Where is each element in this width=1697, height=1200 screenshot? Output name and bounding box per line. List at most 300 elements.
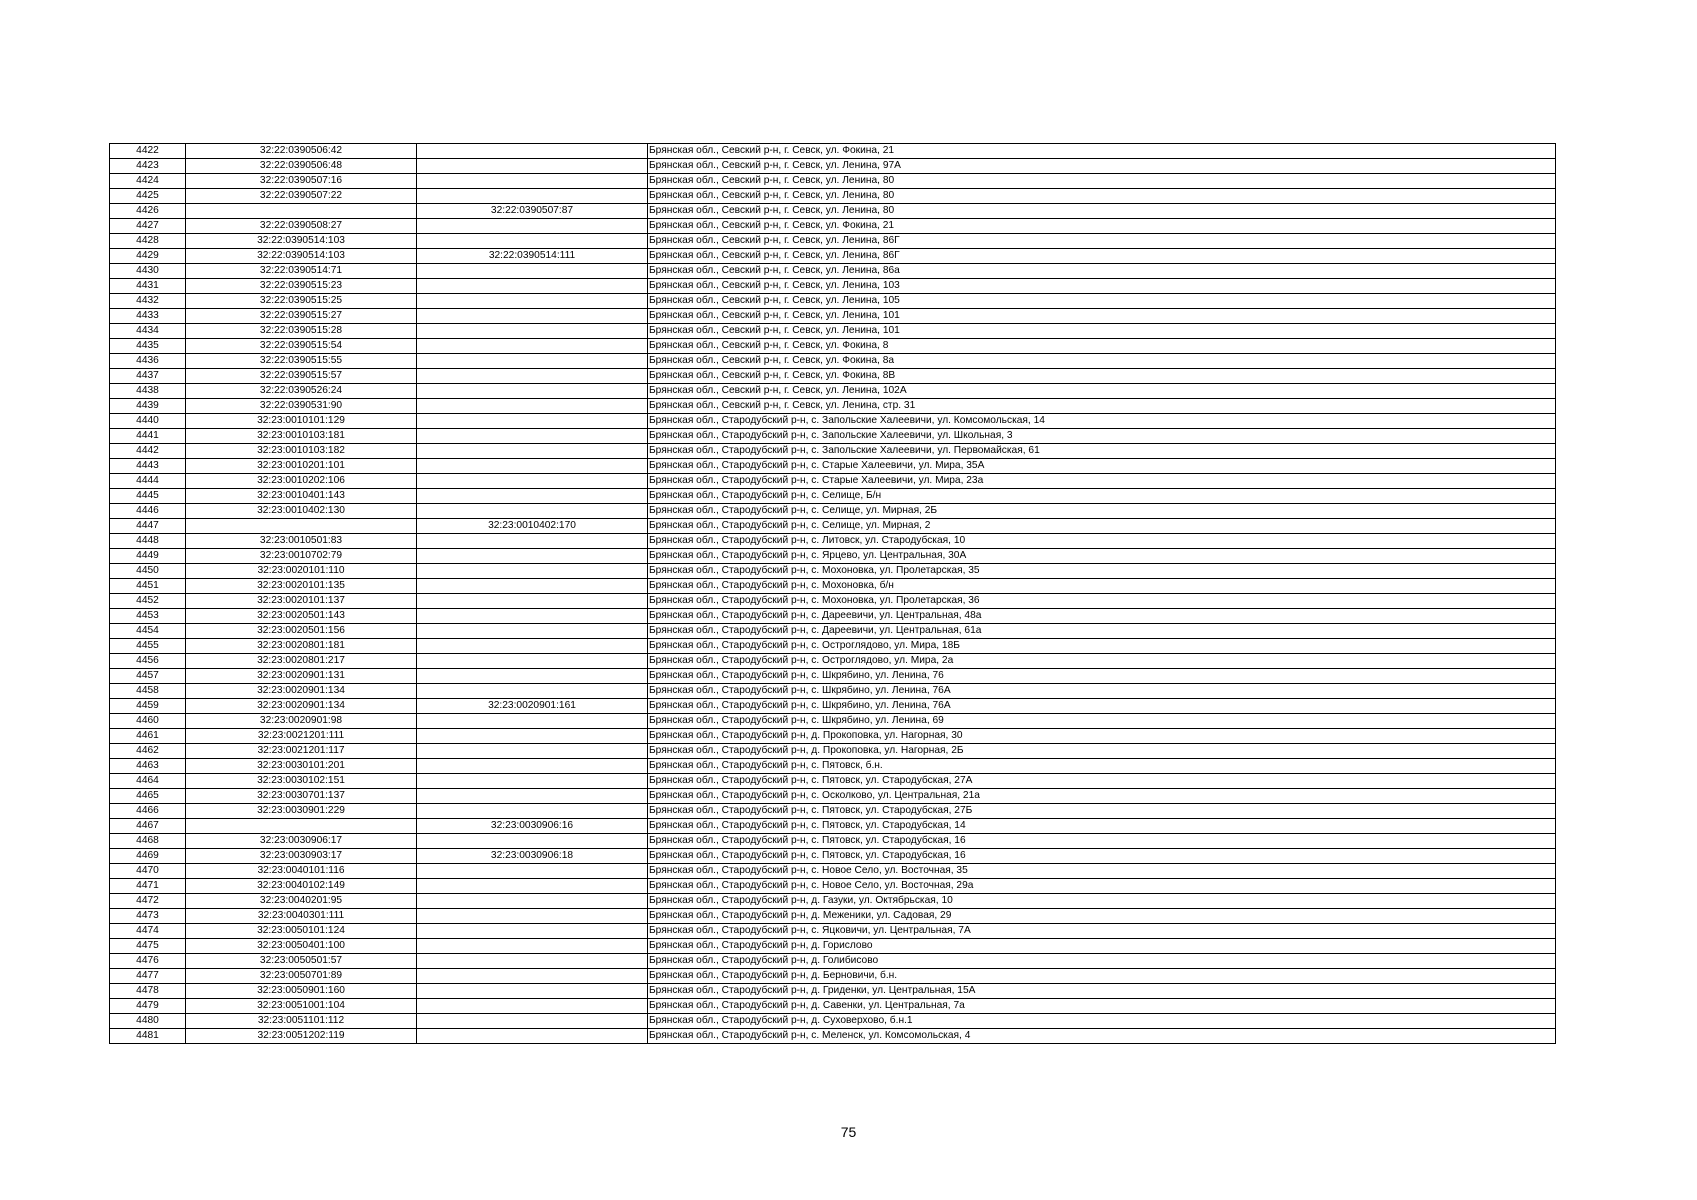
table-row	[110, 504, 1556, 519]
address-cell: Брянская обл., Стародубский р-н, с. Литовск, ул. Стародубская, 10	[648, 534, 1556, 549]
building-number-cell	[417, 534, 648, 549]
row-number-cell: 4462	[110, 744, 186, 759]
building-number-cell: 32:23:0030906:18	[417, 849, 648, 864]
building-number-cell	[417, 729, 648, 744]
cadastral-number-cell: 32:23:0050401:100	[186, 939, 417, 954]
cadastral-number-cell: 32:23:0020501:143	[186, 609, 417, 624]
building-number-cell	[417, 429, 648, 444]
building-number-cell	[417, 579, 648, 594]
cadastral-number-cell: 32:22:0390515:54	[186, 339, 417, 354]
address-cell: Брянская обл., Стародубский р-н, с. Новое Село, ул. Восточная, 35	[648, 864, 1556, 879]
building-number-cell	[417, 189, 648, 204]
building-number-cell: 32:23:0010402:170	[417, 519, 648, 534]
registry-table-body	[110, 144, 1556, 1044]
address-cell: Брянская обл., Севский р-н, г. Севск, ул. Ленина, 80	[648, 174, 1556, 189]
row-number-cell: 4448	[110, 534, 186, 549]
address-cell: Брянская обл., Севский р-н, г. Севск, ул. Ленина, 101	[648, 324, 1556, 339]
cadastral-number-cell: 32:23:0040101:116	[186, 864, 417, 879]
row-number-cell: 4432	[110, 294, 186, 309]
table-row	[110, 954, 1556, 969]
building-number-cell	[417, 369, 648, 384]
building-number-cell: 32:22:0390514:111	[417, 249, 648, 264]
cadastral-number-cell: 32:23:0030906:17	[186, 834, 417, 849]
row-number-cell: 4469	[110, 849, 186, 864]
row-number-cell: 4426	[110, 204, 186, 219]
row-number-cell: 4430	[110, 264, 186, 279]
building-number-cell	[417, 924, 648, 939]
address-cell: Брянская обл., Севский р-н, г. Севск, ул. Ленина, 86Г	[648, 234, 1556, 249]
building-number-cell	[417, 474, 648, 489]
cadastral-number-cell: 32:23:0030901:229	[186, 804, 417, 819]
building-number-cell	[417, 1029, 648, 1044]
cadastral-number-cell: 32:22:0390526:24	[186, 384, 417, 399]
table-row	[110, 624, 1556, 639]
table-row	[110, 849, 1556, 864]
cadastral-number-cell: 32:22:0390515:23	[186, 279, 417, 294]
cadastral-number-cell: 32:22:0390515:25	[186, 294, 417, 309]
page-number: 75	[840, 1124, 857, 1140]
building-number-cell	[417, 219, 648, 234]
address-cell: Брянская обл., Севский р-н, г. Севск, ул. Ленина, 86Г	[648, 249, 1556, 264]
row-number-cell: 4463	[110, 759, 186, 774]
address-cell: Брянская обл., Стародубский р-н, с. Пятовск, ул. Стародубская, 27А	[648, 774, 1556, 789]
table-row	[110, 474, 1556, 489]
building-number-cell	[417, 339, 648, 354]
building-number-cell	[417, 159, 648, 174]
table-row	[110, 489, 1556, 504]
address-cell: Брянская обл., Стародубский р-н, с. Дареевичи, ул. Центральная, 48а	[648, 609, 1556, 624]
cadastral-number-cell: 32:23:0040301:111	[186, 909, 417, 924]
row-number-cell: 4433	[110, 309, 186, 324]
cadastral-number-cell: 32:23:0030102:151	[186, 774, 417, 789]
row-number-cell: 4481	[110, 1029, 186, 1044]
row-number-cell: 4460	[110, 714, 186, 729]
table-row	[110, 309, 1556, 324]
building-number-cell	[417, 714, 648, 729]
table-row	[110, 459, 1556, 474]
address-cell: Брянская обл., Севский р-н, г. Севск, ул. Ленина, 97А	[648, 159, 1556, 174]
address-cell: Брянская обл., Стародубский р-н, с. Мохоновка, ул. Пролетарская, 36	[648, 594, 1556, 609]
building-number-cell	[417, 399, 648, 414]
cadastral-number-cell: 32:23:0010501:83	[186, 534, 417, 549]
building-number-cell	[417, 564, 648, 579]
cadastral-number-cell: 32:23:0040201:95	[186, 894, 417, 909]
building-number-cell	[417, 354, 648, 369]
row-number-cell: 4456	[110, 654, 186, 669]
building-number-cell	[417, 804, 648, 819]
table-row	[110, 774, 1556, 789]
table-row	[110, 249, 1556, 264]
address-cell: Брянская обл., Стародубский р-н, с. Запольские Халеевичи, ул. Школьная, 3	[648, 429, 1556, 444]
row-number-cell: 4443	[110, 459, 186, 474]
address-cell: Брянская обл., Севский р-н, г. Севск, ул. Фокина, 21	[648, 144, 1556, 159]
row-number-cell: 4454	[110, 624, 186, 639]
address-cell: Брянская обл., Стародубский р-н, д. Голибисово	[648, 954, 1556, 969]
cadastral-number-cell: 32:22:0390506:42	[186, 144, 417, 159]
building-number-cell	[417, 144, 648, 159]
table-row	[110, 939, 1556, 954]
table-row	[110, 864, 1556, 879]
address-cell: Брянская обл., Стародубский р-н, с. Селище, ул. Мирная, 2	[648, 519, 1556, 534]
building-number-cell: 32:23:0020901:161	[417, 699, 648, 714]
address-cell: Брянская обл., Стародубский р-н, с. Остроглядово, ул. Мира, 2а	[648, 654, 1556, 669]
row-number-cell: 4450	[110, 564, 186, 579]
table-row	[110, 549, 1556, 564]
cadastral-number-cell: 32:22:0390515:55	[186, 354, 417, 369]
cadastral-number-cell: 32:23:0020101:135	[186, 579, 417, 594]
table-row	[110, 429, 1556, 444]
address-cell: Брянская обл., Севский р-н, г. Севск, ул. Фокина, 8	[648, 339, 1556, 354]
row-number-cell: 4477	[110, 969, 186, 984]
row-number-cell: 4473	[110, 909, 186, 924]
table-row	[110, 609, 1556, 624]
row-number-cell: 4475	[110, 939, 186, 954]
cadastral-number-cell	[186, 519, 417, 534]
table-row	[110, 384, 1556, 399]
building-number-cell	[417, 459, 648, 474]
address-cell: Брянская обл., Стародубский р-н, с. Мохоновка, б/н	[648, 579, 1556, 594]
address-cell: Брянская обл., Стародубский р-н, д. Суховерхово, б.н.1	[648, 1014, 1556, 1029]
building-number-cell	[417, 894, 648, 909]
row-number-cell: 4436	[110, 354, 186, 369]
row-number-cell: 4437	[110, 369, 186, 384]
row-number-cell: 4445	[110, 489, 186, 504]
row-number-cell: 4447	[110, 519, 186, 534]
building-number-cell	[417, 609, 648, 624]
table-row	[110, 279, 1556, 294]
cadastral-number-cell: 32:23:0050901:160	[186, 984, 417, 999]
row-number-cell: 4441	[110, 429, 186, 444]
table-row	[110, 999, 1556, 1014]
table-row	[110, 759, 1556, 774]
table-row	[110, 819, 1556, 834]
row-number-cell: 4458	[110, 684, 186, 699]
cadastral-number-cell: 32:23:0010402:130	[186, 504, 417, 519]
building-number-cell	[417, 309, 648, 324]
cadastral-number-cell: 32:23:0020901:98	[186, 714, 417, 729]
table-row	[110, 204, 1556, 219]
table-row	[110, 744, 1556, 759]
row-number-cell: 4467	[110, 819, 186, 834]
address-cell: Брянская обл., Стародубский р-н, д. Гриденки, ул. Центральная, 15А	[648, 984, 1556, 999]
address-cell: Брянская обл., Стародубский р-н, с. Запольские Халеевичи, ул. Первомайская, 61	[648, 444, 1556, 459]
building-number-cell	[417, 969, 648, 984]
building-number-cell	[417, 909, 648, 924]
building-number-cell	[417, 774, 648, 789]
table-row	[110, 729, 1556, 744]
cadastral-number-cell: 32:23:0020101:137	[186, 594, 417, 609]
address-cell: Брянская обл., Стародубский р-н, с. Селище, Б/н	[648, 489, 1556, 504]
table-row	[110, 804, 1556, 819]
cadastral-number-cell: 32:23:0050701:89	[186, 969, 417, 984]
row-number-cell: 4480	[110, 1014, 186, 1029]
row-number-cell: 4470	[110, 864, 186, 879]
row-number-cell: 4476	[110, 954, 186, 969]
cadastral-number-cell: 32:23:0010202:106	[186, 474, 417, 489]
address-cell: Брянская обл., Севский р-н, г. Севск, ул. Фокина, 8В	[648, 369, 1556, 384]
building-number-cell	[417, 864, 648, 879]
building-number-cell	[417, 939, 648, 954]
table-row	[110, 444, 1556, 459]
table-row	[110, 534, 1556, 549]
address-cell: Брянская обл., Стародубский р-н, с. Шкрябино, ул. Ленина, 69	[648, 714, 1556, 729]
table-row	[110, 174, 1556, 189]
registry-table	[109, 143, 1556, 1044]
table-row	[110, 909, 1556, 924]
address-cell: Брянская обл., Стародубский р-н, с. Новое Село, ул. Восточная, 29а	[648, 879, 1556, 894]
address-cell: Брянская обл., Стародубский р-н, д. Савенки, ул. Центральная, 7а	[648, 999, 1556, 1014]
table-row	[110, 579, 1556, 594]
address-cell: Брянская обл., Стародубский р-н, с. Шкрябино, ул. Ленина, 76	[648, 669, 1556, 684]
row-number-cell: 4422	[110, 144, 186, 159]
cadastral-number-cell: 32:23:0020501:156	[186, 624, 417, 639]
cadastral-number-cell: 32:23:0020101:110	[186, 564, 417, 579]
table-row	[110, 354, 1556, 369]
row-number-cell: 4424	[110, 174, 186, 189]
row-number-cell: 4429	[110, 249, 186, 264]
cadastral-number-cell: 32:22:0390515:27	[186, 309, 417, 324]
building-number-cell	[417, 594, 648, 609]
cadastral-number-cell: 32:22:0390507:22	[186, 189, 417, 204]
building-number-cell	[417, 834, 648, 849]
address-cell: Брянская обл., Стародубский р-н, с. Мохоновка, ул. Пролетарская, 35	[648, 564, 1556, 579]
building-number-cell	[417, 999, 648, 1014]
address-cell: Брянская обл., Севский р-н, г. Севск, ул. Ленина, 86а	[648, 264, 1556, 279]
cadastral-number-cell: 32:22:0390508:27	[186, 219, 417, 234]
row-number-cell: 4474	[110, 924, 186, 939]
cadastral-number-cell: 32:22:0390506:48	[186, 159, 417, 174]
row-number-cell: 4461	[110, 729, 186, 744]
cadastral-number-cell: 32:23:0030101:201	[186, 759, 417, 774]
table-row	[110, 234, 1556, 249]
address-cell: Брянская обл., Стародубский р-н, с. Ярцево, ул. Центральная, 30А	[648, 549, 1556, 564]
address-cell: Брянская обл., Стародубский р-н, д. Горислово	[648, 939, 1556, 954]
cadastral-number-cell	[186, 204, 417, 219]
cadastral-number-cell: 32:23:0010103:181	[186, 429, 417, 444]
building-number-cell	[417, 234, 648, 249]
address-cell: Брянская обл., Севский р-н, г. Севск, ул. Ленина, 80	[648, 189, 1556, 204]
address-cell: Брянская обл., Стародубский р-н, с. Шкрябино, ул. Ленина, 76А	[648, 684, 1556, 699]
table-row	[110, 324, 1556, 339]
address-cell: Брянская обл., Севский р-н, г. Севск, ул. Ленина, 101	[648, 309, 1556, 324]
row-number-cell: 4446	[110, 504, 186, 519]
address-cell: Брянская обл., Севский р-н, г. Севск, ул. Фокина, 8а	[648, 354, 1556, 369]
row-number-cell: 4442	[110, 444, 186, 459]
cadastral-number-cell: 32:22:0390515:57	[186, 369, 417, 384]
table-row	[110, 399, 1556, 414]
row-number-cell: 4427	[110, 219, 186, 234]
address-cell: Брянская обл., Стародубский р-н, с. Пятовск, ул. Стародубская, 14	[648, 819, 1556, 834]
row-number-cell: 4435	[110, 339, 186, 354]
cadastral-number-cell: 32:22:0390531:90	[186, 399, 417, 414]
building-number-cell	[417, 444, 648, 459]
table-row	[110, 219, 1556, 234]
address-cell: Брянская обл., Стародубский р-н, с. Меленск, ул. Комсомольская, 4	[648, 1029, 1556, 1044]
cadastral-number-cell: 32:23:0050101:124	[186, 924, 417, 939]
row-number-cell: 4444	[110, 474, 186, 489]
table-row	[110, 414, 1556, 429]
row-number-cell: 4471	[110, 879, 186, 894]
row-number-cell: 4434	[110, 324, 186, 339]
cadastral-number-cell: 32:23:0051001:104	[186, 999, 417, 1014]
row-number-cell: 4457	[110, 669, 186, 684]
table-row	[110, 1029, 1556, 1044]
cadastral-number-cell: 32:23:0020901:131	[186, 669, 417, 684]
address-cell: Брянская обл., Стародубский р-н, с. Шкрябино, ул. Ленина, 76А	[648, 699, 1556, 714]
building-number-cell	[417, 789, 648, 804]
table-row	[110, 564, 1556, 579]
row-number-cell: 4466	[110, 804, 186, 819]
cadastral-number-cell: 32:23:0051202:119	[186, 1029, 417, 1044]
row-number-cell: 4468	[110, 834, 186, 849]
row-number-cell: 4459	[110, 699, 186, 714]
table-row	[110, 639, 1556, 654]
cadastral-number-cell: 32:22:0390515:28	[186, 324, 417, 339]
cadastral-number-cell: 32:23:0010201:101	[186, 459, 417, 474]
address-cell: Брянская обл., Стародубский р-н, с. Осколково, ул. Центральная, 21а	[648, 789, 1556, 804]
address-cell: Брянская обл., Стародубский р-н, д. Меженики, ул. Садовая, 29	[648, 909, 1556, 924]
cadastral-number-cell: 32:22:0390514:103	[186, 249, 417, 264]
cadastral-number-cell: 32:22:0390514:71	[186, 264, 417, 279]
address-cell: Брянская обл., Стародубский р-н, с. Яцковичи, ул. Центральная, 7А	[648, 924, 1556, 939]
table-row	[110, 369, 1556, 384]
table-row	[110, 264, 1556, 279]
row-number-cell: 4438	[110, 384, 186, 399]
table-row	[110, 189, 1556, 204]
row-number-cell: 4449	[110, 549, 186, 564]
table-row	[110, 879, 1556, 894]
row-number-cell: 4431	[110, 279, 186, 294]
building-number-cell	[417, 759, 648, 774]
address-cell: Брянская обл., Стародубский р-н, д. Прокоповка, ул. Нагорная, 30	[648, 729, 1556, 744]
building-number-cell	[417, 1014, 648, 1029]
address-cell: Брянская обл., Стародубский р-н, д. Берновичи, б.н.	[648, 969, 1556, 984]
row-number-cell: 4464	[110, 774, 186, 789]
table-row	[110, 144, 1556, 159]
building-number-cell	[417, 684, 648, 699]
table-row	[110, 159, 1556, 174]
cadastral-number-cell: 32:23:0010103:182	[186, 444, 417, 459]
row-number-cell: 4428	[110, 234, 186, 249]
address-cell: Брянская обл., Стародубский р-н, с. Пятовск, ул. Стародубская, 27Б	[648, 804, 1556, 819]
address-cell: Брянская обл., Стародубский р-н, с. Остроглядово, ул. Мира, 18Б	[648, 639, 1556, 654]
table-row	[110, 1014, 1556, 1029]
table-row	[110, 984, 1556, 999]
address-cell: Брянская обл., Севский р-н, г. Севск, ул. Ленина, 105	[648, 294, 1556, 309]
table-row	[110, 594, 1556, 609]
building-number-cell	[417, 324, 648, 339]
cadastral-number-cell: 32:23:0021201:111	[186, 729, 417, 744]
cadastral-number-cell: 32:23:0030701:137	[186, 789, 417, 804]
address-cell: Брянская обл., Севский р-н, г. Севск, ул. Ленина, 103	[648, 279, 1556, 294]
building-number-cell	[417, 639, 648, 654]
address-cell: Брянская обл., Стародубский р-н, с. Дареевичи, ул. Центральная, 61а	[648, 624, 1556, 639]
row-number-cell: 4451	[110, 579, 186, 594]
building-number-cell	[417, 414, 648, 429]
cadastral-number-cell: 32:23:0010401:143	[186, 489, 417, 504]
table-row	[110, 834, 1556, 849]
building-number-cell	[417, 954, 648, 969]
table-row	[110, 969, 1556, 984]
address-cell: Брянская обл., Стародубский р-н, д. Газуки, ул. Октябрьская, 10	[648, 894, 1556, 909]
address-cell: Брянская обл., Севский р-н, г. Севск, ул. Ленина, стр. 31	[648, 399, 1556, 414]
row-number-cell: 4465	[110, 789, 186, 804]
building-number-cell	[417, 264, 648, 279]
cadastral-number-cell: 32:23:0020901:134	[186, 684, 417, 699]
building-number-cell	[417, 984, 648, 999]
cadastral-number-cell: 32:23:0020901:134	[186, 699, 417, 714]
table-row	[110, 684, 1556, 699]
row-number-cell: 4439	[110, 399, 186, 414]
table-row	[110, 339, 1556, 354]
table-row	[110, 894, 1556, 909]
cadastral-number-cell: 32:23:0020801:181	[186, 639, 417, 654]
address-cell: Брянская обл., Стародубский р-н, д. Прокоповка, ул. Нагорная, 2Б	[648, 744, 1556, 759]
row-number-cell: 4452	[110, 594, 186, 609]
table-row	[110, 924, 1556, 939]
address-cell: Брянская обл., Севский р-н, г. Севск, ул. Ленина, 102А	[648, 384, 1556, 399]
row-number-cell: 4425	[110, 189, 186, 204]
building-number-cell	[417, 624, 648, 639]
row-number-cell: 4455	[110, 639, 186, 654]
row-number-cell: 4478	[110, 984, 186, 999]
cadastral-number-cell: 32:22:0390507:16	[186, 174, 417, 189]
table-row	[110, 519, 1556, 534]
row-number-cell: 4440	[110, 414, 186, 429]
building-number-cell	[417, 654, 648, 669]
row-number-cell: 4453	[110, 609, 186, 624]
building-number-cell: 32:23:0030906:16	[417, 819, 648, 834]
table-row	[110, 699, 1556, 714]
cadastral-number-cell: 32:23:0040102:149	[186, 879, 417, 894]
address-cell: Брянская обл., Стародубский р-н, с. Пятовск, ул. Стародубская, 16	[648, 849, 1556, 864]
cadastral-number-cell: 32:23:0020801:217	[186, 654, 417, 669]
table-row	[110, 654, 1556, 669]
building-number-cell	[417, 879, 648, 894]
row-number-cell: 4423	[110, 159, 186, 174]
cadastral-number-cell: 32:23:0021201:117	[186, 744, 417, 759]
row-number-cell: 4479	[110, 999, 186, 1014]
cadastral-number-cell: 32:22:0390514:103	[186, 234, 417, 249]
building-number-cell: 32:22:0390507:87	[417, 204, 648, 219]
building-number-cell	[417, 744, 648, 759]
address-cell: Брянская обл., Стародубский р-н, с. Пятовск, ул. Стародубская, 16	[648, 834, 1556, 849]
address-cell: Брянская обл., Севский р-н, г. Севск, ул. Ленина, 80	[648, 204, 1556, 219]
building-number-cell	[417, 174, 648, 189]
address-cell: Брянская обл., Севский р-н, г. Севск, ул. Фокина, 21	[648, 219, 1556, 234]
row-number-cell: 4472	[110, 894, 186, 909]
table-row	[110, 714, 1556, 729]
cadastral-number-cell: 32:23:0050501:57	[186, 954, 417, 969]
cadastral-number-cell: 32:23:0010101:129	[186, 414, 417, 429]
building-number-cell	[417, 294, 648, 309]
building-number-cell	[417, 384, 648, 399]
cadastral-number-cell: 32:23:0030903:17	[186, 849, 417, 864]
building-number-cell	[417, 549, 648, 564]
cadastral-number-cell: 32:23:0010702:79	[186, 549, 417, 564]
cadastral-number-cell: 32:23:0051101:112	[186, 1014, 417, 1029]
address-cell: Брянская обл., Стародубский р-н, с. Старые Халеевичи, ул. Мира, 23а	[648, 474, 1556, 489]
table-row	[110, 294, 1556, 309]
building-number-cell	[417, 669, 648, 684]
building-number-cell	[417, 279, 648, 294]
building-number-cell	[417, 504, 648, 519]
building-number-cell	[417, 489, 648, 504]
address-cell: Брянская обл., Стародубский р-н, с. Старые Халеевичи, ул. Мира, 35А	[648, 459, 1556, 474]
table-row	[110, 789, 1556, 804]
address-cell: Брянская обл., Стародубский р-н, с. Запольские Халеевичи, ул. Комсомольская, 14	[648, 414, 1556, 429]
address-cell: Брянская обл., Стародубский р-н, с. Селище, ул. Мирная, 2Б	[648, 504, 1556, 519]
